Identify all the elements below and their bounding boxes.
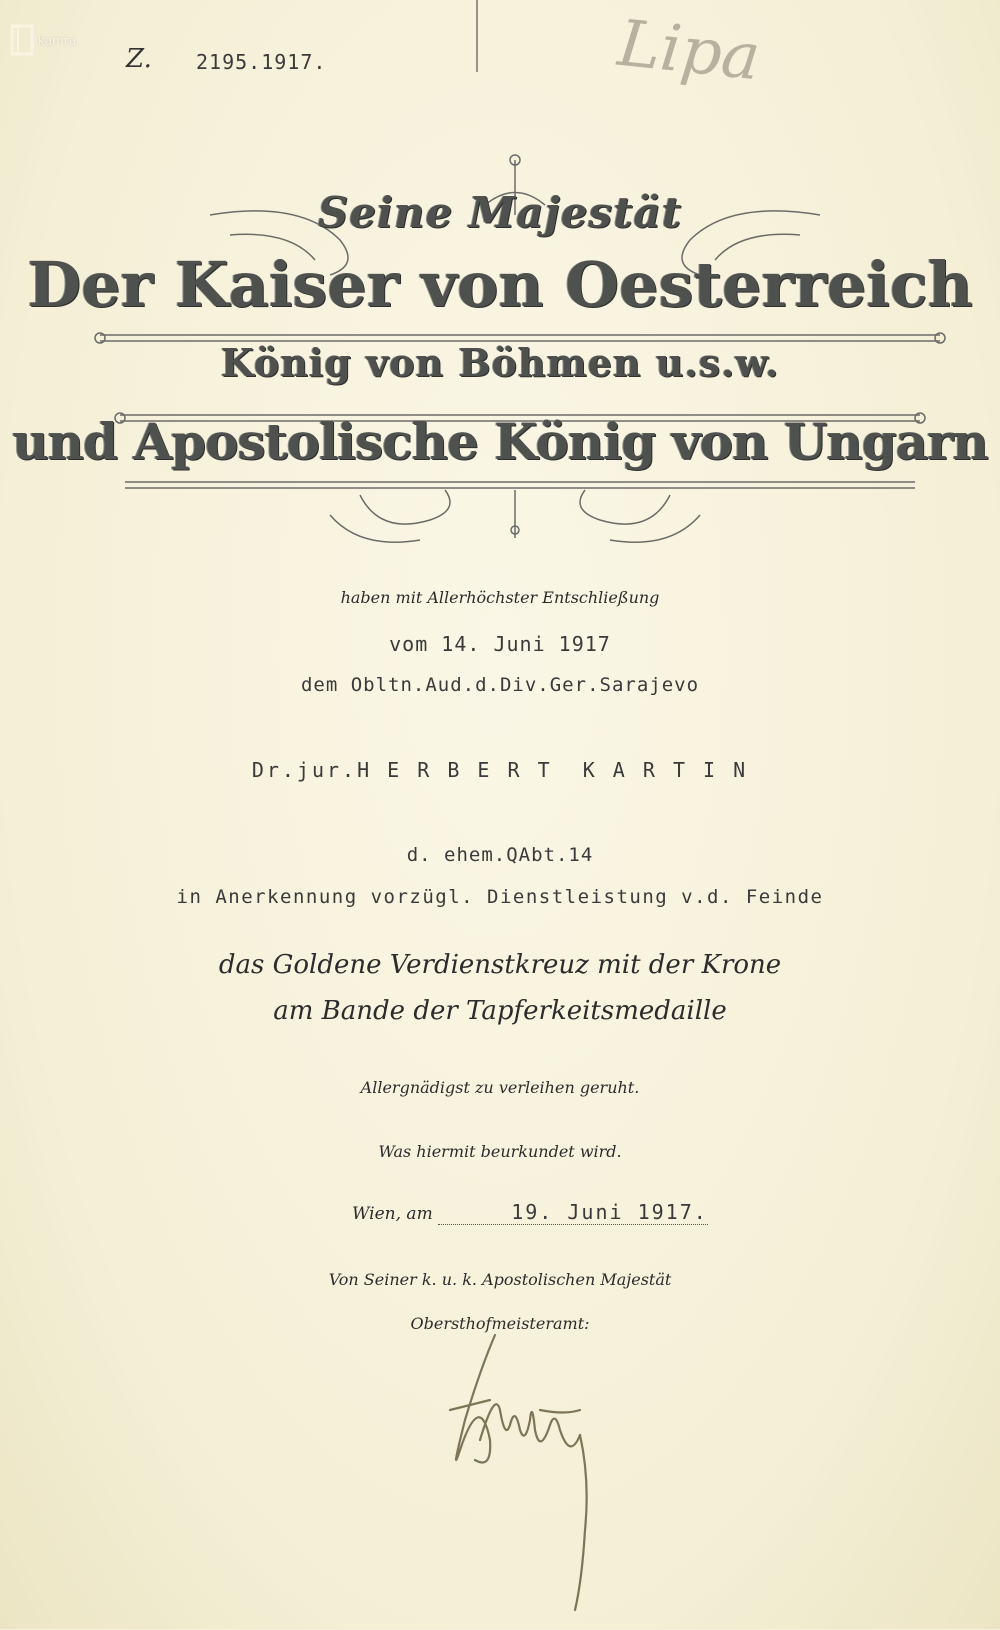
award-line-2: am Bande der Tapferkeitsmedaille (273, 996, 727, 1026)
watermark-icon (8, 20, 38, 60)
place-date-line (352, 1200, 712, 1225)
reference-mark: Z. (126, 44, 152, 74)
issuer-line-2: Obersthofmeisteramt: (410, 1314, 590, 1333)
header-line-3: König von Böhmen u.s.w. (220, 340, 780, 385)
award-line-1: das Goldene Verdienstkreuz mit der Krone (218, 950, 782, 980)
place-prefix: Wien, am (352, 1204, 433, 1224)
watermark-logo (8, 20, 118, 60)
recipient-unit: d. ehem.QAbt.14 (406, 844, 594, 866)
resolution-date: vom 14. Juni 1917 (389, 632, 611, 656)
award-reason: in Anerkennung vorzügl. Dienstleistung v.d. Feinde (176, 886, 824, 908)
pencil-note: Lipa (614, 6, 764, 96)
certified-text: Was hiermit beurkundet wird. (378, 1142, 622, 1161)
signature (420, 1330, 640, 1630)
recipient-rank: dem Obltn.Aud.d.Div.Ger.Sarajevo (300, 674, 700, 696)
header-line-2: Der Kaiser von Oesterreich (27, 248, 973, 321)
granted-text: Allergnädigst zu verleihen geruht. (360, 1078, 640, 1097)
header-line-4: und Apostolische König von Ungarn (12, 412, 988, 471)
issue-date: 19. Juni 1917. (438, 1200, 708, 1225)
issuer-line-1: Von Seiner k. u. k. Apostolischen Majestät (328, 1270, 672, 1289)
binding-mark (476, 0, 478, 72)
watermark-text: kamra (38, 34, 77, 48)
header-line-1: Seine Majestät (317, 188, 683, 237)
reference-number: 2195.1917. (196, 50, 327, 74)
intro-text: haben mit Allerhöchster Entschließung (340, 588, 660, 607)
recipient-name: Dr.jur.H E R B E R T K A R T I N (251, 758, 749, 782)
